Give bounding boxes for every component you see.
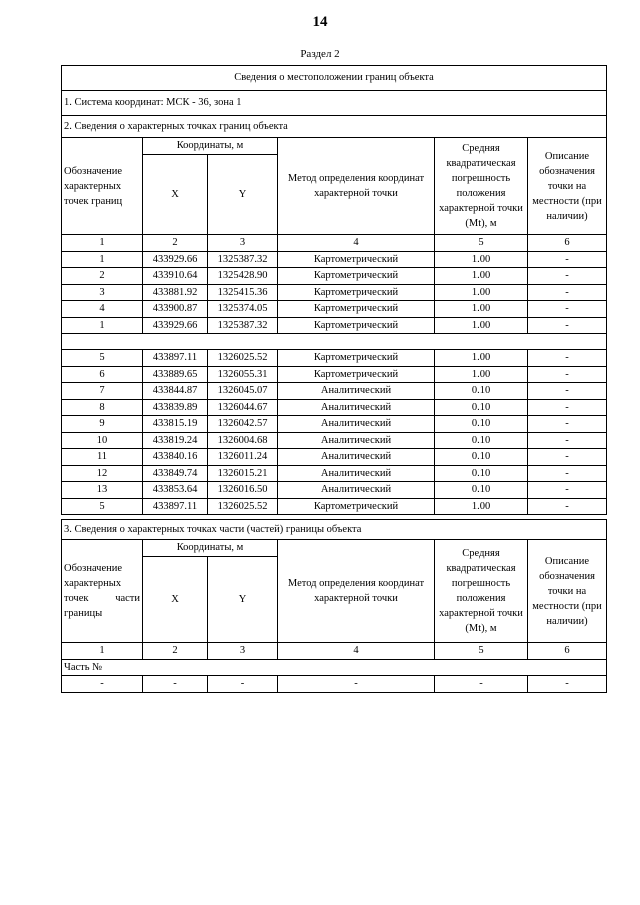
section-label: Раздел 2 bbox=[300, 48, 340, 60]
point-error: 0.10 bbox=[435, 465, 528, 482]
point-x: 433815.19 bbox=[143, 416, 208, 433]
table-row bbox=[62, 465, 607, 482]
point-error: 0.10 bbox=[435, 432, 528, 449]
colnum: 1 bbox=[62, 643, 143, 660]
group-separator bbox=[62, 334, 607, 350]
colnum: 5 bbox=[435, 643, 528, 660]
point-y: 1326025.52 bbox=[208, 498, 278, 515]
point-y: 1325428.90 bbox=[208, 268, 278, 285]
table-title: Сведения о местоположении границ объекта bbox=[62, 66, 607, 91]
colnum: 2 bbox=[143, 235, 208, 252]
header-x: X bbox=[143, 155, 208, 235]
point-x: 433897.11 bbox=[143, 350, 208, 367]
point-y: 1326025.52 bbox=[208, 350, 278, 367]
table-row bbox=[62, 416, 607, 433]
point-desc: - bbox=[528, 317, 607, 334]
point-method: Картометрический bbox=[278, 268, 435, 285]
point-y: 1326011.24 bbox=[208, 449, 278, 466]
point-number: 12 bbox=[62, 465, 143, 482]
point-y: 1326042.57 bbox=[208, 416, 278, 433]
point-method: Картометрический bbox=[278, 251, 435, 268]
point-method: Картометрический bbox=[278, 317, 435, 334]
point-error: 0.10 bbox=[435, 416, 528, 433]
column-numbers-row bbox=[62, 235, 607, 252]
table-row bbox=[62, 383, 607, 400]
point-error: 1.00 bbox=[435, 498, 528, 515]
point-x: 433819.24 bbox=[143, 432, 208, 449]
header-description: Описание обозначения точки на местности (при наличии) bbox=[528, 138, 607, 235]
point-number: 9 bbox=[62, 416, 143, 433]
point-x: 433910.64 bbox=[143, 268, 208, 285]
part-cell: - bbox=[435, 676, 528, 693]
point-method: Аналитический bbox=[278, 432, 435, 449]
point-method: Аналитический bbox=[278, 465, 435, 482]
coord-system: 1. Система координат: МСК - 36, зона 1 bbox=[62, 91, 607, 116]
point-error: 1.00 bbox=[435, 251, 528, 268]
header-y: Y bbox=[208, 155, 278, 235]
part-column-numbers-row bbox=[62, 643, 607, 660]
colnum: 6 bbox=[528, 643, 607, 660]
header-coords: Координаты, м bbox=[143, 138, 278, 155]
point-desc: - bbox=[528, 498, 607, 515]
colnum: 4 bbox=[278, 643, 435, 660]
point-error: 0.10 bbox=[435, 399, 528, 416]
table-row bbox=[62, 251, 607, 268]
point-desc: - bbox=[528, 465, 607, 482]
part-table bbox=[61, 519, 607, 693]
point-y: 1325374.05 bbox=[208, 301, 278, 318]
point-y: 1326045.07 bbox=[208, 383, 278, 400]
point-x: 433853.64 bbox=[143, 482, 208, 499]
point-desc: - bbox=[528, 416, 607, 433]
point-y: 1326015.21 bbox=[208, 465, 278, 482]
point-method: Картометрический bbox=[278, 498, 435, 515]
point-number: 10 bbox=[62, 432, 143, 449]
point-number: 6 bbox=[62, 366, 143, 383]
point-x: 433900.87 bbox=[143, 301, 208, 318]
point-desc: - bbox=[528, 399, 607, 416]
point-number: 7 bbox=[62, 383, 143, 400]
point-number: 1 bbox=[62, 317, 143, 334]
point-x: 433897.11 bbox=[143, 498, 208, 515]
point-method: Картометрический bbox=[278, 301, 435, 318]
point-error: 1.00 bbox=[435, 366, 528, 383]
colnum: 5 bbox=[435, 235, 528, 252]
table-row bbox=[62, 366, 607, 383]
point-x: 433881.92 bbox=[143, 284, 208, 301]
point-error: 1.00 bbox=[435, 317, 528, 334]
point-method: Аналитический bbox=[278, 416, 435, 433]
part-cell: - bbox=[62, 676, 143, 693]
point-number: 5 bbox=[62, 498, 143, 515]
point-method: Аналитический bbox=[278, 399, 435, 416]
point-desc: - bbox=[528, 301, 607, 318]
part-header-method: Метод определения координат характерной точки bbox=[278, 540, 435, 643]
point-y: 1326055.31 bbox=[208, 366, 278, 383]
page-number: 14 bbox=[312, 14, 328, 30]
table-row bbox=[62, 350, 607, 367]
point-desc: - bbox=[528, 482, 607, 499]
table-row bbox=[62, 268, 607, 285]
point-y: 1325387.32 bbox=[208, 317, 278, 334]
point-y: 1326016.50 bbox=[208, 482, 278, 499]
point-x: 433889.65 bbox=[143, 366, 208, 383]
colnum: 3 bbox=[208, 235, 278, 252]
point-desc: - bbox=[528, 268, 607, 285]
point-desc: - bbox=[528, 449, 607, 466]
point-method: Аналитический bbox=[278, 449, 435, 466]
point-desc: - bbox=[528, 432, 607, 449]
part-header-designation: Обозначение характерных точек части границы bbox=[62, 540, 143, 643]
table-row bbox=[62, 449, 607, 466]
point-x: 433849.74 bbox=[143, 465, 208, 482]
part-header-error: Средняя квадратическая погрешность положения характерной точки (Mt), м bbox=[435, 540, 528, 643]
part-label: Часть № bbox=[62, 659, 607, 676]
table-row bbox=[62, 317, 607, 334]
header-designation: Обозначение характерных точек границ bbox=[62, 138, 143, 235]
table-row bbox=[62, 482, 607, 499]
point-number: 4 bbox=[62, 301, 143, 318]
points-heading: 2. Сведения о характерных точках границ объекта bbox=[62, 116, 607, 138]
point-y: 1326044.67 bbox=[208, 399, 278, 416]
point-x: 433929.66 bbox=[143, 317, 208, 334]
header-method: Метод определения координат характерной точки bbox=[278, 138, 435, 235]
point-error: 0.10 bbox=[435, 449, 528, 466]
point-method: Картометрический bbox=[278, 366, 435, 383]
point-number: 2 bbox=[62, 268, 143, 285]
part-cell: - bbox=[528, 676, 607, 693]
header-error: Средняя квадратическая погрешность положения характерной точки (Mt), м bbox=[435, 138, 528, 235]
point-y: 1326004.68 bbox=[208, 432, 278, 449]
table-row bbox=[62, 284, 607, 301]
point-number: 13 bbox=[62, 482, 143, 499]
part-heading: 3. Сведения о характерных точках части (частей) границы объекта bbox=[62, 520, 607, 540]
point-error: 0.10 bbox=[435, 482, 528, 499]
colnum: 4 bbox=[278, 235, 435, 252]
point-number: 8 bbox=[62, 399, 143, 416]
part-cell: - bbox=[208, 676, 278, 693]
colnum: 2 bbox=[143, 643, 208, 660]
point-method: Картометрический bbox=[278, 284, 435, 301]
point-x: 433839.89 bbox=[143, 399, 208, 416]
point-method: Аналитический bbox=[278, 383, 435, 400]
boundary-table bbox=[61, 65, 607, 515]
point-method: Картометрический bbox=[278, 350, 435, 367]
point-x: 433840.16 bbox=[143, 449, 208, 466]
part-cell: - bbox=[278, 676, 435, 693]
table-row bbox=[62, 432, 607, 449]
part-header-y: Y bbox=[208, 557, 278, 643]
point-error: 1.00 bbox=[435, 268, 528, 285]
point-x: 433929.66 bbox=[143, 251, 208, 268]
part-header-x: X bbox=[143, 557, 208, 643]
table-row bbox=[62, 301, 607, 318]
point-y: 1325387.32 bbox=[208, 251, 278, 268]
point-error: 0.10 bbox=[435, 383, 528, 400]
part-header-coords: Координаты, м bbox=[143, 540, 278, 557]
point-error: 1.00 bbox=[435, 301, 528, 318]
table-row bbox=[62, 498, 607, 515]
part-row bbox=[62, 676, 607, 693]
part-cell: - bbox=[143, 676, 208, 693]
colnum: 1 bbox=[62, 235, 143, 252]
colnum: 6 bbox=[528, 235, 607, 252]
point-method: Аналитический bbox=[278, 482, 435, 499]
table-row bbox=[62, 399, 607, 416]
point-number: 1 bbox=[62, 251, 143, 268]
part-header-description: Описание обозначения точки на местности (при наличии) bbox=[528, 540, 607, 643]
point-desc: - bbox=[528, 366, 607, 383]
point-error: 1.00 bbox=[435, 350, 528, 367]
point-y: 1325415.36 bbox=[208, 284, 278, 301]
point-number: 3 bbox=[62, 284, 143, 301]
point-x: 433844.87 bbox=[143, 383, 208, 400]
point-desc: - bbox=[528, 383, 607, 400]
colnum: 3 bbox=[208, 643, 278, 660]
point-number: 11 bbox=[62, 449, 143, 466]
point-number: 5 bbox=[62, 350, 143, 367]
point-error: 1.00 bbox=[435, 284, 528, 301]
group-separator-row bbox=[62, 334, 607, 350]
point-desc: - bbox=[528, 251, 607, 268]
point-desc: - bbox=[528, 284, 607, 301]
point-desc: - bbox=[528, 350, 607, 367]
